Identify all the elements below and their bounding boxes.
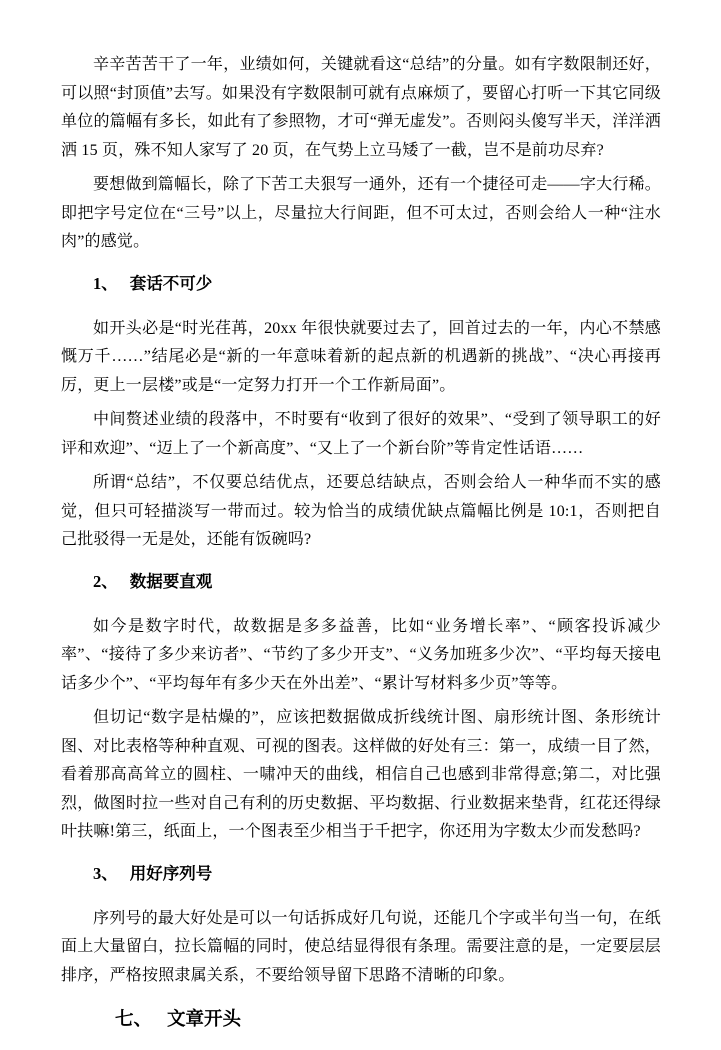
paragraph-serial-number-benefits: 序列号的最大好处是可以一句话拆成好几句说，还能几个字或半句当一句，在纸面上大量留白，拉长篇幅的同时，使总结显得很有条理。需要注意的是，一定要层层排序，严格按照隶属关系，不要给领导留下思路不清晰的印象。: [61, 909, 661, 984]
paragraph-digital-era-metrics: 如今是数字时代，故数据是多多益善，比如“业务增长率”、“顾客投诉减少率”、“接待了多少来访者”、“节约了多少开支”、“义务加班多少次”、“平均每天接电话多少个”、“平均每年有多少天在外出差”、“累计写材料多少页”等等。: [61, 617, 661, 692]
section-heading-serial-numbers: [61, 860, 661, 888]
section-label: 数据要直观: [129, 571, 213, 591]
paragraph-charts-benefits: 但切记“数字是枯燥的”，应该把数据做成折线统计图、扇形统计图、条形统计图、对比表格等种种直观、可视的图表。这样做的好处有三：第一，成绩一目了然，看着那高高耸立的圆柱、一啸冲天的曲线，相信自己也感到非常得意;第二，对比强烈，做图时拉一些对自己有利的历史数据、平均数据、行业数据来垫背，红花还得绿叶扶嘛!第三，纸面上，一个图表至少相当于千把字，你还用为字数太少而发愁吗?: [61, 709, 661, 840]
paragraph-pros-cons-ratio: 所谓“总结”，不仅要总结优点，还要总结缺点，否则会给人一种华而不实的感觉，但只可轻描淡写一带而过。较为恰当的成绩优缺点篇幅比例是 10:1，否则把自己批驳得一无是处，还能有饭碗吗?: [61, 474, 661, 548]
chapter-number: 七、: [115, 1010, 153, 1030]
chapter-heading-article-opening: [61, 1005, 661, 1035]
paragraph-positive-phrases: 中间赘述业绩的段落中，不时要有“收到了很好的效果”、“受到了领导职工的好评和欢迎”、“迈上了一个新高度”、“又上了一个新台阶”等肯定性话语……: [61, 411, 661, 457]
section-number: 1、: [93, 273, 118, 293]
paragraph-font-spacing-tip: 要想做到篇幅长，除了下苦工夫狠写一通外，还有一个捷径可走——字大行稀。即把字号定位在“三号”以上，尽量拉大行间距，但不可太过，否则会给人一种“注水肉”的感觉。: [61, 176, 661, 250]
section-heading-visual-data: [61, 568, 661, 596]
section-heading-stock-phrases: [61, 270, 661, 298]
section-label: 套话不可少: [129, 273, 213, 293]
paragraph-opening-closing-phrases: 如开头必是“时光荏苒，20xx 年很快就要过去了，回首过去的一年，内心不禁感慨万千……”结尾必是“新的一年意味着新的起点新的机遇新的挑战”、“决心再接再厉，更上一层楼”或是“一定努力打开一个工作新局面”。: [61, 319, 661, 394]
chapter-label: 文章开头: [167, 1010, 242, 1030]
section-number: 3、: [93, 863, 118, 883]
section-label: 用好序列号: [129, 863, 213, 883]
paragraph-summary-length: 辛辛苦苦干了一年，业绩如何，关键就看这“总结”的分量。如有字数限制还好，可以照“封顶值”去写。如果没有字数限制可就有点麻烦了，要留心打听一下其它同级单位的篇幅有多长，如此有了参照物，才可“弹无虚发”。否则闷头傻写半天，洋洋洒洒 15 页，殊不知人家写了 20 页，在气势上立马矮了一截，岂不是前功尽弃?: [61, 56, 661, 159]
section-number: 2、: [93, 571, 118, 591]
